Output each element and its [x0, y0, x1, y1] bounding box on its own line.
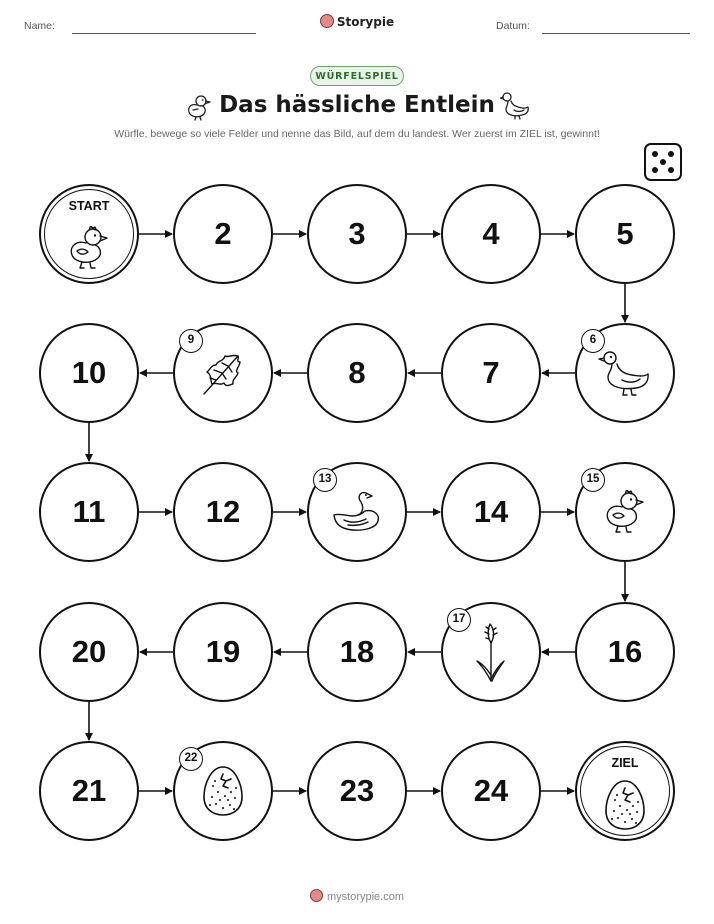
cell-number: 4 — [482, 216, 500, 251]
cell-number: 20 — [71, 634, 107, 669]
egg-icon — [603, 778, 647, 836]
board-cell-16 — [575, 602, 675, 702]
cell-number: 19 — [205, 634, 241, 669]
duckling-icon — [66, 225, 112, 275]
board-cell-19 — [173, 602, 273, 702]
board-cell-21 — [39, 741, 139, 841]
cell-number: 2 — [214, 216, 232, 251]
board-cell-1 — [39, 184, 139, 284]
swan-icon — [330, 485, 384, 543]
cell-number-tag: 9 — [179, 329, 203, 353]
cell-number: 14 — [473, 494, 509, 529]
cell-number-tag: 22 — [179, 747, 203, 771]
board-cell-5 — [575, 184, 675, 284]
duck-icon — [598, 346, 652, 404]
cell-number: 7 — [482, 355, 500, 390]
board-cell-11 — [39, 462, 139, 562]
duckling-icon — [602, 489, 648, 539]
cell-number: 18 — [339, 634, 375, 669]
name-label: Name: — [24, 20, 55, 32]
board-cell-25 — [575, 741, 675, 841]
cell-number-tag: 15 — [581, 468, 605, 492]
board-cell-10 — [39, 323, 139, 423]
cell-number: 21 — [71, 773, 107, 808]
board-cell-3 — [307, 184, 407, 284]
game-type-badge: WÜRFELSPIEL — [310, 66, 404, 86]
footer-url[interactable]: mystorypie.com — [326, 891, 405, 903]
date-label: Datum: — [496, 20, 530, 32]
cell-number: 24 — [473, 773, 509, 808]
board-cell-12 — [173, 462, 273, 562]
cell-label-start: START — [68, 199, 110, 213]
egg-icon — [201, 764, 245, 822]
page-title: Das hässliche Entlein — [219, 92, 495, 118]
cell-number-tag: 13 — [313, 468, 337, 492]
board-cell-18 — [307, 602, 407, 702]
cell-number: 12 — [205, 494, 241, 529]
cell-number: 16 — [607, 634, 643, 669]
cell-number: 23 — [339, 773, 375, 808]
board-cell-20 — [39, 602, 139, 702]
reed-icon — [471, 621, 511, 687]
board-cell-4 — [441, 184, 541, 284]
cell-number: 10 — [71, 355, 107, 390]
cell-number: 8 — [348, 355, 366, 390]
cell-number: 11 — [72, 494, 106, 529]
board-cell-2 — [173, 184, 273, 284]
board-cell-14 — [441, 462, 541, 562]
cell-number-tag: 6 — [581, 329, 605, 353]
board-cell-8 — [307, 323, 407, 423]
board-cell-24 — [441, 741, 541, 841]
storypie-logo-icon — [310, 889, 323, 902]
instructions: Würfle, bewege so viele Felder und nenne das Bild, auf dem du landest. Wer zuerst im ZIEL ist, gewinnt! — [114, 128, 600, 140]
cell-label-ziel: ZIEL — [611, 756, 639, 770]
board-cell-23 — [307, 741, 407, 841]
board-cell-7 — [441, 323, 541, 423]
footer — [0, 889, 714, 903]
brand-name: Storypie — [336, 15, 395, 29]
cell-number: 3 — [348, 216, 366, 251]
cell-number: 5 — [616, 216, 634, 251]
cell-number-tag: 17 — [447, 608, 471, 632]
leaf-icon — [198, 348, 248, 402]
